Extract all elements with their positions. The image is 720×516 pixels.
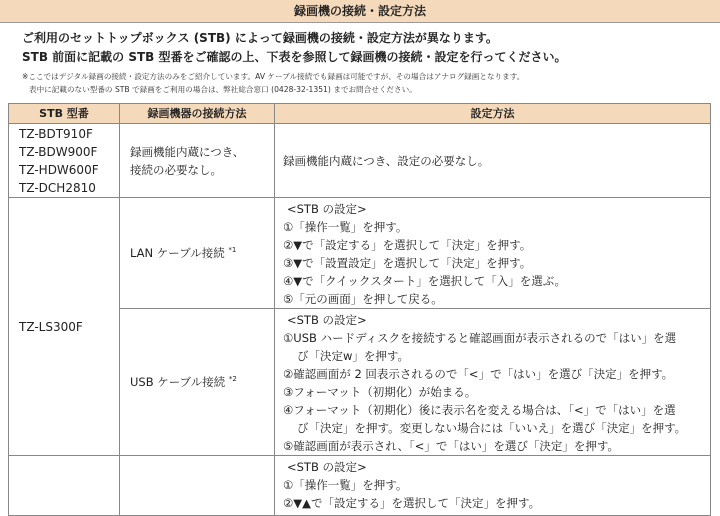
- method-cell: [120, 124, 275, 198]
- header-setting-method: 設定方法: [275, 104, 711, 124]
- model-name: TZ-BDW900F: [19, 144, 98, 159]
- model-name: TZ-BDT910F: [19, 126, 93, 141]
- table-header-row: [9, 104, 711, 124]
- lan-method-label: LAN ケーブル接続: [130, 246, 225, 260]
- setting-heading: <STB の設定>: [287, 460, 367, 474]
- table-row: [9, 124, 711, 198]
- connection-table: [8, 103, 711, 516]
- setting-heading: <STB の設定>: [287, 202, 367, 216]
- setting-heading: <STB の設定>: [287, 313, 367, 327]
- method-cell: [120, 456, 275, 516]
- method-text: 録画機能内蔵につき、: [130, 144, 245, 159]
- setting-step: ⑤確認画面が表示され、「<」で「はい」を選び「決定」を押す。: [283, 439, 619, 453]
- setting-step: ④▼で「クイックスタート」を選択して「入」を選ぶ。: [283, 274, 566, 288]
- model-name: TZ-LS300F: [19, 319, 83, 334]
- setting-cell: [275, 456, 711, 516]
- intro: [22, 29, 712, 96]
- method-cell-usb: [120, 309, 275, 456]
- setting-step: ①「操作一覧」を押す。: [283, 220, 408, 234]
- header-stb-model: STB 型番: [9, 104, 120, 124]
- table-row: [9, 198, 711, 309]
- setting-step-continued: び「決定w」を押す。: [297, 349, 409, 363]
- model-cell: [9, 198, 120, 456]
- setting-step: ②▼▲で「設定する」を選択して「決定」を押す。: [283, 496, 541, 510]
- model-name: TZ-HDW600F: [19, 162, 99, 177]
- footnote-mark: *2: [228, 375, 237, 383]
- setting-step: ②▼で「設定する」を選択して「決定」を押す。: [283, 238, 532, 252]
- usb-method-label: USB ケーブル接続: [130, 375, 226, 389]
- setting-step: ①「操作一覧」を押す。: [283, 478, 408, 492]
- intro-line-1: ご利用のセットトップボックス (STB) によって録画機の接続・設定方法が異なります。: [22, 31, 498, 45]
- model-cell: [9, 124, 120, 198]
- model-cell: [9, 456, 120, 516]
- setting-cell: [275, 124, 711, 198]
- table-row: [9, 456, 711, 516]
- setting-step-continued: び「決定」を押す。変更しない場合には「いいえ」を選び「決定」を押す。: [297, 421, 687, 435]
- setting-step: ④フォーマット（初期化）後に表示名を変える場合は、「<」で「はい」を選: [283, 403, 676, 417]
- setting-text: 録画機能内蔵につき、設定の必要なし。: [283, 153, 490, 168]
- intro-line-2: STB 前面に記載の STB 型番をご確認の上、下表を参照して録画機の接続・設定を行ってください。: [22, 50, 567, 64]
- note-1: ※ここではデジタル録画の接続・設定方法のみをご紹介しています。AV ケーブル接続でも録画は可能ですが、その場合はアナログ録画となります。: [22, 72, 525, 81]
- model-name: TZ-DCH2810: [19, 180, 96, 195]
- setting-cell-lan: [275, 198, 711, 309]
- method-cell-lan: [120, 198, 275, 309]
- setting-step: ②確認画面が 2 回表示されるので「<」で「はい」を選び「決定」を押す。: [283, 367, 674, 381]
- setting-step: ①USB ハードディスクを接続すると確認画面が表示されるので「はい」を選: [283, 331, 677, 345]
- setting-step: ⑤「元の画面」を押して戻る。: [283, 292, 443, 306]
- method-text: 接続の必要なし。: [130, 162, 222, 177]
- page-title: 録画機の接続・設定方法: [0, 0, 720, 23]
- setting-step: ③▼で「設置設定」を選択して「決定」を押す。: [283, 256, 532, 270]
- note-2: 表中に記載のない型番の STB で録画をご利用の場合は、弊社総合窓口 (0428-32-1351) までお問合せください。: [29, 85, 417, 94]
- footnote-mark: *1: [228, 246, 237, 254]
- header-connection-method: 録画機器の接続方法: [120, 104, 275, 124]
- setting-step: ③フォーマット（初期化）が始まる。: [283, 385, 477, 399]
- setting-cell-usb: [275, 309, 711, 456]
